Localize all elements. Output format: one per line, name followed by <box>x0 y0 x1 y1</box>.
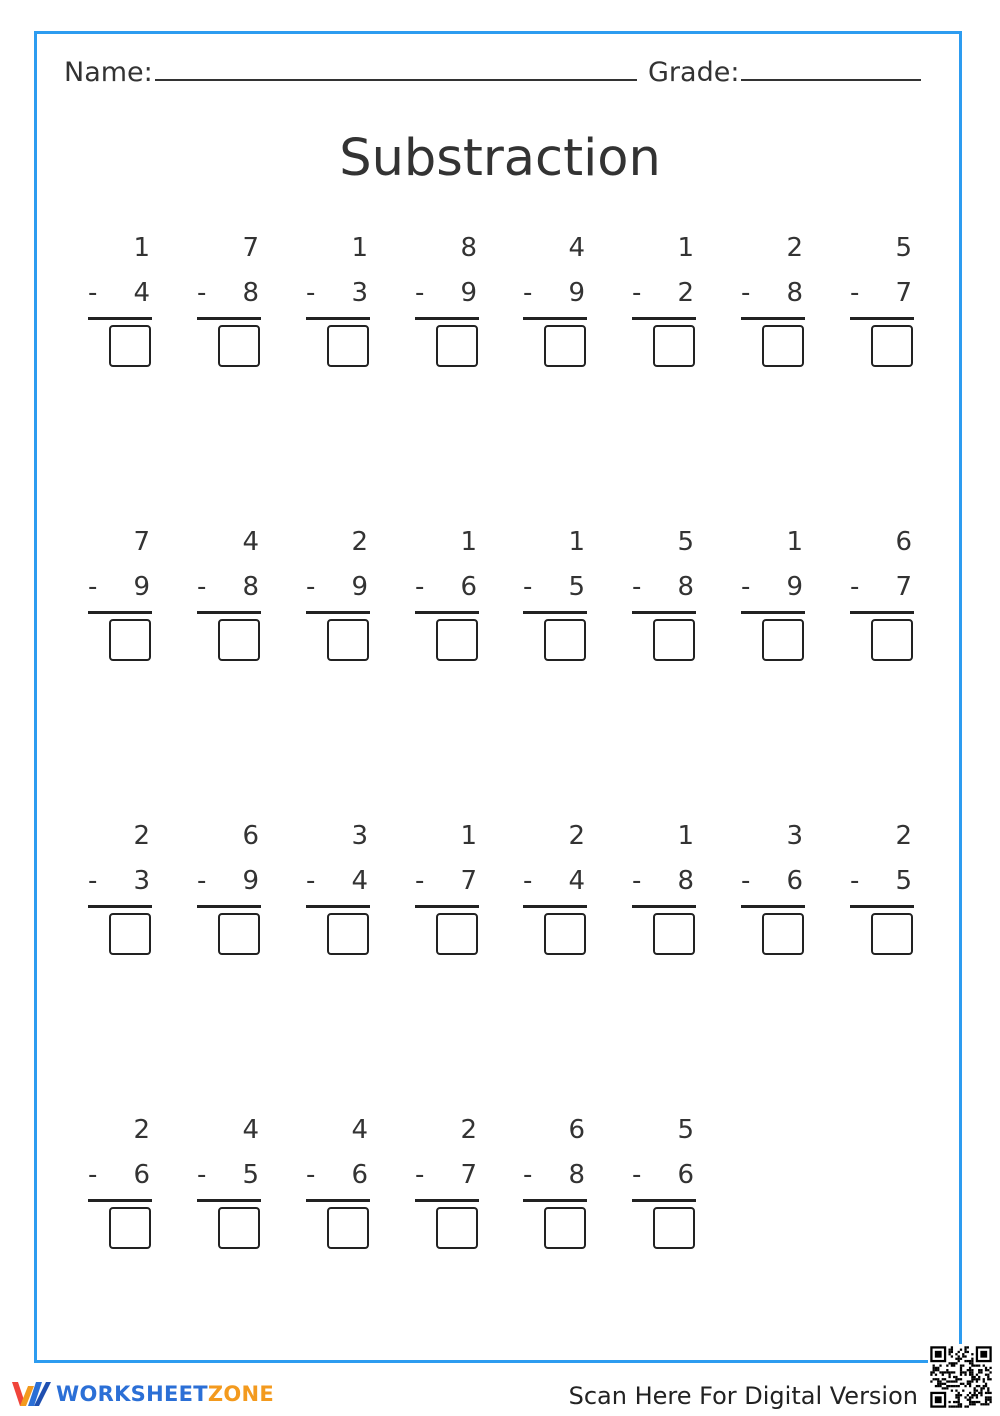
answer-line <box>415 611 479 614</box>
subtrahend: 9 <box>460 278 477 308</box>
minus-sign: - <box>523 866 533 896</box>
answer-box[interactable] <box>327 913 369 955</box>
answer-box[interactable] <box>653 325 695 367</box>
minus-sign: - <box>197 572 207 602</box>
answer-box[interactable] <box>871 325 913 367</box>
answer-box[interactable] <box>218 913 260 955</box>
minus-sign: - <box>415 866 425 896</box>
subtrahend: 6 <box>460 572 477 602</box>
answer-line <box>197 905 261 908</box>
subtrahend: 3 <box>351 278 368 308</box>
problem-item <box>741 232 805 382</box>
answer-line <box>741 611 805 614</box>
answer-line <box>741 905 805 908</box>
answer-box[interactable] <box>544 325 586 367</box>
subtrahend: 8 <box>568 1160 585 1190</box>
minuend: 6 <box>895 527 912 557</box>
minuend: 1 <box>133 233 150 263</box>
minus-sign: - <box>632 278 642 308</box>
answer-box[interactable] <box>762 913 804 955</box>
answer-box[interactable] <box>218 619 260 661</box>
answer-box[interactable] <box>871 619 913 661</box>
problem-item <box>197 526 261 676</box>
answer-box[interactable] <box>327 619 369 661</box>
minuend: 2 <box>133 1115 150 1145</box>
minus-sign: - <box>197 866 207 896</box>
logo-text-worksheet: WORKSHEET <box>56 1382 208 1406</box>
minus-sign: - <box>415 278 425 308</box>
minuend: 5 <box>677 527 694 557</box>
worksheet-title: Substraction <box>339 129 661 188</box>
answer-line <box>415 1199 479 1202</box>
minus-sign: - <box>632 1160 642 1190</box>
problem-item <box>523 1114 587 1264</box>
problem-item <box>306 232 370 382</box>
answer-box[interactable] <box>327 325 369 367</box>
subtrahend: 2 <box>677 278 694 308</box>
answer-box[interactable] <box>109 1207 151 1249</box>
minus-sign: - <box>197 1160 207 1190</box>
answer-line <box>850 905 914 908</box>
answer-line <box>850 317 914 320</box>
problem-item <box>306 820 370 970</box>
minuend: 4 <box>242 1115 259 1145</box>
minus-sign: - <box>741 278 751 308</box>
answer-line <box>415 317 479 320</box>
minuend: 6 <box>568 1115 585 1145</box>
answer-line <box>741 317 805 320</box>
logo-text <box>56 1382 274 1406</box>
answer-line <box>632 611 696 614</box>
problem-item <box>523 820 587 970</box>
minuend: 3 <box>351 821 368 851</box>
answer-line <box>197 611 261 614</box>
answer-box[interactable] <box>762 325 804 367</box>
answer-line <box>415 905 479 908</box>
minus-sign: - <box>415 1160 425 1190</box>
problem-item <box>88 526 152 676</box>
minuend: 4 <box>568 233 585 263</box>
answer-box[interactable] <box>109 913 151 955</box>
minuend: 1 <box>677 233 694 263</box>
minuend: 7 <box>242 233 259 263</box>
minus-sign: - <box>850 866 860 896</box>
minuend: 1 <box>786 527 803 557</box>
problem-item <box>415 1114 479 1264</box>
minuend: 2 <box>895 821 912 851</box>
worksheetzone-logo <box>10 1377 274 1411</box>
subtrahend: 8 <box>677 572 694 602</box>
subtrahend: 7 <box>895 278 912 308</box>
subtrahend: 4 <box>133 278 150 308</box>
grade-label: Grade: <box>648 57 740 88</box>
subtrahend: 8 <box>242 278 259 308</box>
subtrahend: 9 <box>351 572 368 602</box>
problem-item <box>197 820 261 970</box>
problem-item <box>632 526 696 676</box>
answer-box[interactable] <box>871 913 913 955</box>
problem-item <box>306 526 370 676</box>
answer-line <box>197 1199 261 1202</box>
subtrahend: 8 <box>786 278 803 308</box>
minuend: 7 <box>133 527 150 557</box>
answer-line <box>632 905 696 908</box>
answer-line <box>306 317 370 320</box>
minuend: 5 <box>677 1115 694 1145</box>
answer-box[interactable] <box>218 1207 260 1249</box>
problem-item <box>415 232 479 382</box>
subtrahend: 7 <box>460 866 477 896</box>
minuend: 2 <box>133 821 150 851</box>
answer-box[interactable] <box>544 913 586 955</box>
problem-item <box>632 820 696 970</box>
minuend: 2 <box>786 233 803 263</box>
minus-sign: - <box>850 278 860 308</box>
problem-item <box>523 232 587 382</box>
subtrahend: 6 <box>786 866 803 896</box>
answer-box[interactable] <box>544 619 586 661</box>
subtrahend: 6 <box>133 1160 150 1190</box>
problem-item <box>197 1114 261 1264</box>
answer-line <box>306 611 370 614</box>
problem-item <box>632 1114 696 1264</box>
answer-line <box>523 905 587 908</box>
minuend: 8 <box>460 233 477 263</box>
answer-line <box>88 317 152 320</box>
problem-item <box>88 820 152 970</box>
minuend: 2 <box>460 1115 477 1145</box>
minus-sign: - <box>523 1160 533 1190</box>
problem-item <box>632 232 696 382</box>
name-label: Name: <box>64 57 153 88</box>
problem-item <box>415 820 479 970</box>
answer-line <box>850 611 914 614</box>
subtrahend: 9 <box>568 278 585 308</box>
subtrahend: 7 <box>460 1160 477 1190</box>
answer-box[interactable] <box>436 325 478 367</box>
logo-text-zone: ZONE <box>207 1382 275 1406</box>
subtrahend: 6 <box>677 1160 694 1190</box>
minus-sign: - <box>632 866 642 896</box>
problem-item <box>741 820 805 970</box>
subtrahend: 3 <box>133 866 150 896</box>
qr-code-icon[interactable] <box>928 1344 994 1410</box>
answer-line <box>632 1199 696 1202</box>
subtrahend: 5 <box>568 572 585 602</box>
minus-sign: - <box>306 278 316 308</box>
problem-item <box>850 232 914 382</box>
answer-line <box>523 611 587 614</box>
minus-sign: - <box>415 572 425 602</box>
minus-sign: - <box>88 278 98 308</box>
minuend: 1 <box>460 527 477 557</box>
minus-sign: - <box>88 1160 98 1190</box>
subtrahend: 4 <box>568 866 585 896</box>
minus-sign: - <box>197 278 207 308</box>
answer-box[interactable] <box>436 913 478 955</box>
problem-item <box>741 526 805 676</box>
minuend: 4 <box>242 527 259 557</box>
problem-item <box>306 1114 370 1264</box>
answer-box[interactable] <box>544 1207 586 1249</box>
minuend: 1 <box>351 233 368 263</box>
minus-sign: - <box>632 572 642 602</box>
minus-sign: - <box>306 1160 316 1190</box>
subtrahend: 8 <box>242 572 259 602</box>
minus-sign: - <box>741 572 751 602</box>
scan-instruction: Scan Here For Digital Version <box>568 1382 918 1410</box>
subtrahend: 6 <box>351 1160 368 1190</box>
subtrahend: 9 <box>242 866 259 896</box>
problem-item <box>523 526 587 676</box>
minuend: 3 <box>786 821 803 851</box>
problem-item <box>415 526 479 676</box>
minus-sign: - <box>850 572 860 602</box>
minus-sign: - <box>88 572 98 602</box>
subtrahend: 8 <box>677 866 694 896</box>
minuend: 1 <box>568 527 585 557</box>
worksheetzone-logo-icon <box>10 1378 52 1410</box>
answer-line <box>88 611 152 614</box>
answer-line <box>88 905 152 908</box>
minus-sign: - <box>88 866 98 896</box>
answer-box[interactable] <box>109 325 151 367</box>
minuend: 1 <box>460 821 477 851</box>
problem-item <box>197 232 261 382</box>
minuend: 5 <box>895 233 912 263</box>
problem-item <box>88 1114 152 1264</box>
minuend: 1 <box>677 821 694 851</box>
problem-item <box>850 526 914 676</box>
problem-item <box>88 232 152 382</box>
minus-sign: - <box>741 866 751 896</box>
minuend: 4 <box>351 1115 368 1145</box>
minus-sign: - <box>523 572 533 602</box>
answer-box[interactable] <box>653 619 695 661</box>
answer-line <box>306 1199 370 1202</box>
subtrahend: 5 <box>895 866 912 896</box>
answer-box[interactable] <box>327 1207 369 1249</box>
subtrahend: 5 <box>242 1160 259 1190</box>
answer-box[interactable] <box>762 619 804 661</box>
answer-line <box>523 317 587 320</box>
subtrahend: 9 <box>786 572 803 602</box>
answer-box[interactable] <box>653 1207 695 1249</box>
minuend: 2 <box>568 821 585 851</box>
subtrahend: 9 <box>133 572 150 602</box>
answer-line <box>88 1199 152 1202</box>
minus-sign: - <box>306 866 316 896</box>
answer-box[interactable] <box>109 619 151 661</box>
minus-sign: - <box>306 572 316 602</box>
answer-line <box>632 317 696 320</box>
answer-line <box>197 317 261 320</box>
answer-line <box>523 1199 587 1202</box>
minuend: 6 <box>242 821 259 851</box>
answer-box[interactable] <box>436 619 478 661</box>
answer-line <box>306 905 370 908</box>
answer-box[interactable] <box>218 325 260 367</box>
answer-box[interactable] <box>436 1207 478 1249</box>
subtrahend: 7 <box>895 572 912 602</box>
answer-box[interactable] <box>653 913 695 955</box>
minuend: 2 <box>351 527 368 557</box>
minus-sign: - <box>523 278 533 308</box>
problem-item <box>850 820 914 970</box>
subtrahend: 4 <box>351 866 368 896</box>
